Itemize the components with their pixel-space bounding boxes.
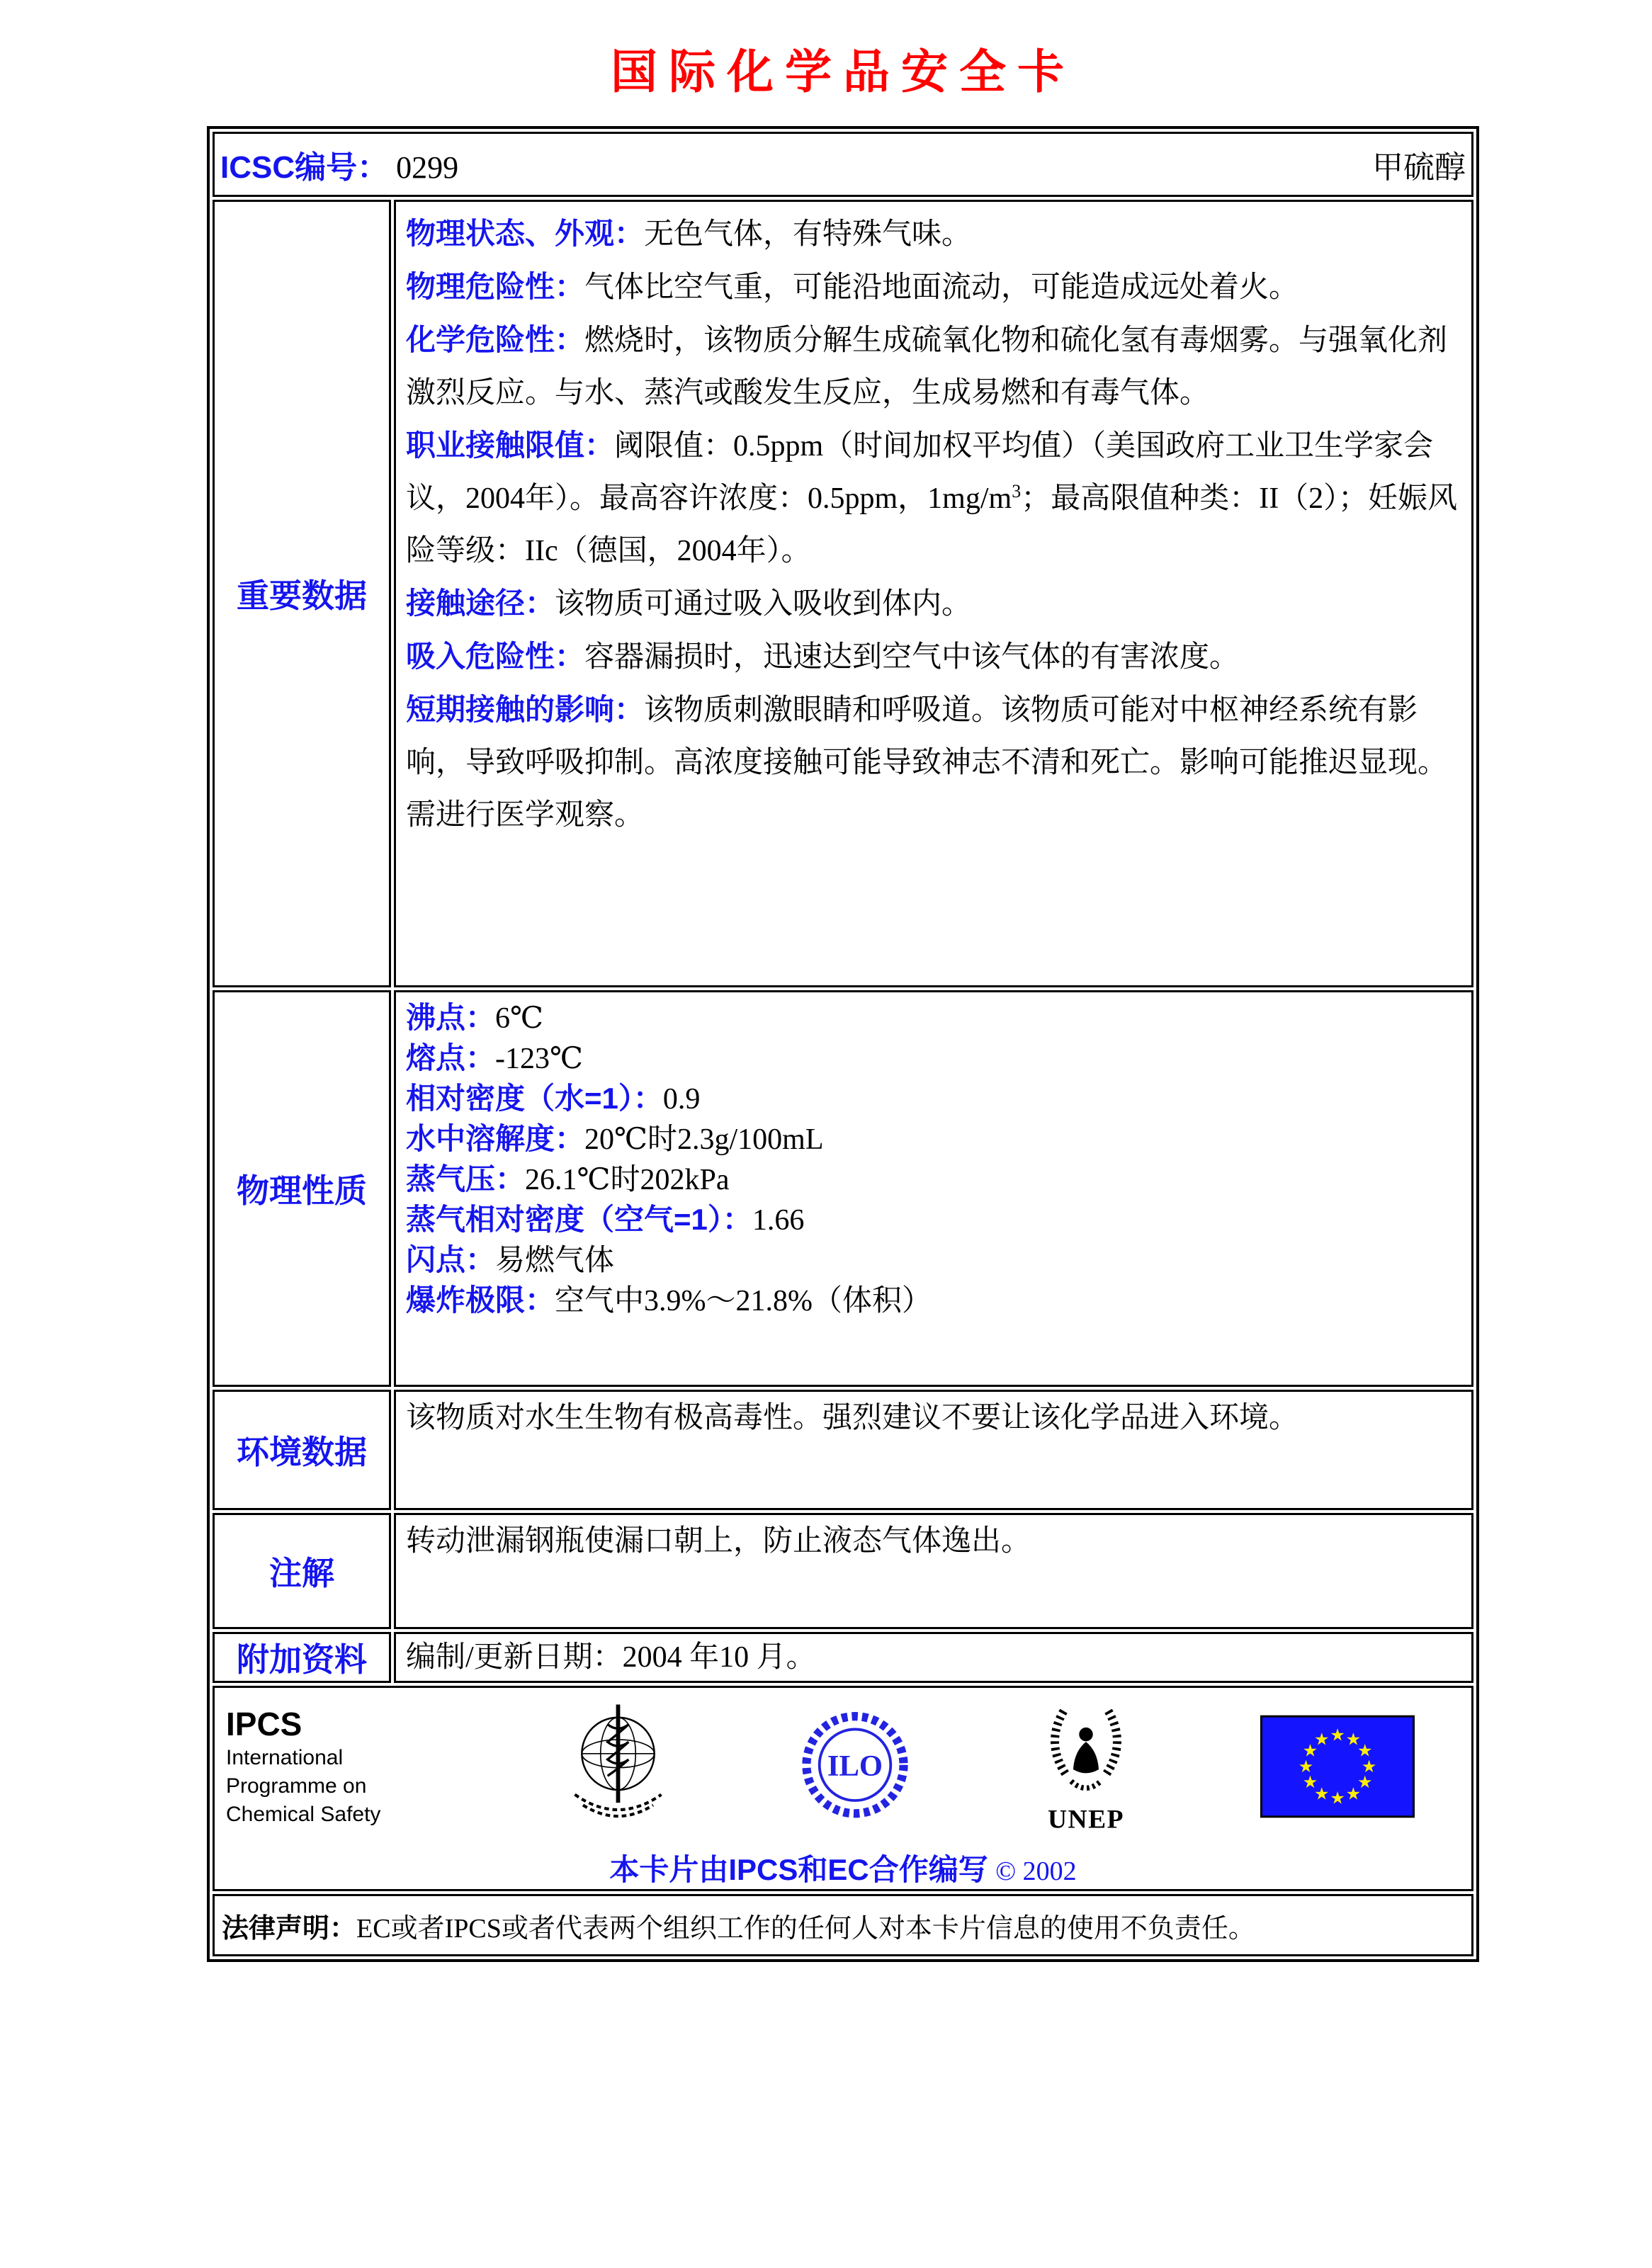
field-label: 短期接触的影响： (406, 693, 645, 726)
additional-text: 编制/更新日期：2004 年10 月。 (406, 1641, 816, 1674)
physical-item (406, 1038, 1461, 1079)
unep-logo-icon (1033, 1692, 1139, 1841)
field-label: 熔点： (406, 1041, 496, 1075)
legal-cell (213, 1894, 1473, 1956)
svg-text:★: ★ (1330, 1789, 1345, 1808)
ilo-logo-icon (798, 1696, 912, 1837)
notes-row (213, 1513, 1473, 1629)
chemical-name: 甲硫醇 (1372, 150, 1466, 185)
field-text: 该物质刺激眼睛和呼吸道。该物质可能对中枢神经系统有影响，导致呼吸抑制。高浓度接触可能导致神志不清和死亡。影响可能推迟显现。需进行医学观察。 (406, 694, 1448, 832)
field-label: 沸点： (406, 1001, 496, 1034)
field-label: 爆炸极限： (406, 1283, 555, 1317)
who-logo-icon (560, 1696, 677, 1837)
important-data-row (213, 200, 1473, 987)
section-label-additional: 附加资料 (213, 1632, 391, 1683)
field-text: ；最高限值种类：II（2）；妊娠风险等级：IIc（德国，2004年）。 (406, 482, 1458, 567)
field-value: 0.9 (662, 1083, 701, 1116)
field-text: 该物质可通过吸入吸收到体内。 (555, 588, 972, 620)
svg-text:★: ★ (1298, 1757, 1314, 1776)
legal-label: 法律声明： (222, 1913, 357, 1944)
field-label: 相对密度（水=1）： (406, 1082, 663, 1115)
field-text: 容器漏损时，迅速达到空气中该气体的有害浓度。 (584, 641, 1240, 674)
field-value: -123℃ (495, 1043, 583, 1075)
legal-row (213, 1894, 1473, 1956)
environment-data-row (213, 1390, 1473, 1510)
important-item (406, 630, 1461, 684)
field-label: 闪点： (406, 1243, 496, 1276)
important-item (406, 684, 1461, 841)
ilo-logo-text: ILO (827, 1749, 883, 1783)
field-label: 物理危险性： (406, 270, 585, 303)
physical-item (406, 1281, 1461, 1321)
credit-line (215, 1847, 1471, 1889)
important-item (406, 419, 1461, 577)
svg-text:★: ★ (1345, 1785, 1361, 1804)
field-text: 阈限值：0.5ppm（时间加权平均值）（美国政府工业卫生学家会议，2004年）。最高容许浓度：0.5ppm，1mg/m (406, 430, 1434, 515)
svg-text:★: ★ (1330, 1726, 1345, 1745)
field-text: 气体比空气重，可能沿地面流动，可能造成远处着火。 (584, 271, 1299, 304)
important-item (406, 261, 1461, 314)
svg-text:★: ★ (1302, 1774, 1318, 1793)
section-label-physical: 物理性质 (213, 990, 391, 1387)
physical-item (406, 1119, 1461, 1159)
physical-properties-content (394, 990, 1473, 1387)
section-label-important: 重要数据 (213, 200, 391, 987)
field-label: 接触途径： (406, 586, 555, 620)
ipcs-title: IPCS (226, 1706, 302, 1742)
svg-text:★: ★ (1302, 1742, 1318, 1761)
superscript: 3 (1012, 481, 1022, 501)
svg-text:★: ★ (1314, 1730, 1330, 1750)
svg-text:★: ★ (1345, 1730, 1361, 1750)
header-cell (213, 132, 1473, 197)
physical-item (406, 998, 1461, 1038)
field-label: 职业接触限值： (406, 429, 615, 462)
physical-item (406, 1240, 1461, 1281)
additional-info-content (394, 1632, 1473, 1683)
physical-item (406, 1159, 1461, 1200)
svg-text:★: ★ (1361, 1757, 1377, 1776)
field-value: 26.1℃时202kPa (525, 1164, 730, 1196)
ipcs-line: International (226, 1746, 344, 1769)
logos-row (213, 1686, 1473, 1891)
logos-cell (213, 1686, 1473, 1891)
additional-info-row (213, 1632, 1473, 1683)
physical-item (406, 1200, 1461, 1240)
notes-content (394, 1513, 1473, 1629)
field-label: 蒸气压： (406, 1162, 526, 1196)
page-title: 国际化学品安全卡 (611, 47, 1075, 98)
safety-card-table (207, 126, 1479, 1962)
section-label-notes: 注解 (213, 1513, 391, 1629)
field-value: 6℃ (495, 1002, 543, 1035)
physical-item (406, 1079, 1461, 1119)
unep-logo-text: UNEP (1047, 1805, 1124, 1835)
field-value: 20℃时2.3g/100mL (584, 1123, 824, 1156)
field-label: 蒸气相对密度（空气=1）： (406, 1203, 752, 1236)
field-text: 无色气体，有特殊气味。 (644, 218, 972, 251)
legal-text: EC或者IPCS或者代表两个组织工作的任何人对本卡片信息的使用不负责任。 (356, 1913, 1255, 1944)
important-data-content (394, 200, 1473, 987)
important-item (406, 314, 1461, 419)
field-label: 化学危险性： (406, 323, 585, 356)
field-label: 水中溶解度： (406, 1122, 585, 1155)
environment-data-content (394, 1390, 1473, 1510)
copyright-text: © 2002 (995, 1856, 1077, 1886)
section-label-environment: 环境数据 (213, 1390, 391, 1510)
header-row (213, 132, 1473, 197)
field-label: 吸入危险性： (406, 640, 585, 673)
environment-text: 该物质对水生生物有极高毒性。强烈建议不要让该化学品进入环境。 (406, 1402, 1299, 1434)
field-label: 物理状态、外观： (406, 217, 645, 250)
icsc-number-group (220, 142, 458, 187)
field-value: 易燃气体 (495, 1244, 615, 1277)
important-item (406, 208, 1461, 261)
icsc-number-label: ICSC编号： (220, 150, 389, 185)
credit-text: 本卡片由IPCS和EC合作编写 (609, 1853, 988, 1886)
field-value: 1.66 (752, 1204, 805, 1237)
ipcs-line: Programme on (226, 1774, 367, 1798)
physical-properties-row (213, 990, 1473, 1387)
svg-text:★: ★ (1357, 1742, 1373, 1761)
field-value: 空气中3.9%～21.8%（体积） (555, 1285, 932, 1317)
eu-flag-icon (1260, 1715, 1415, 1818)
icsc-number-value: 0299 (396, 150, 459, 185)
field-text: 燃烧时，该物质分解生成硫氧化物和硫化氢有毒烟雾。与强氧化剂激烈反应。与水、蒸汽或酸发生反应，生成易燃和有毒气体。 (406, 324, 1448, 409)
svg-text:★: ★ (1357, 1774, 1373, 1793)
notes-text: 转动泄漏钢瓶使漏口朝上，防止液态气体逸出。 (406, 1525, 1031, 1558)
ipcs-line: Chemical Safety (226, 1803, 381, 1826)
ipcs-text-block (226, 1704, 439, 1829)
svg-text:★: ★ (1314, 1785, 1330, 1804)
important-item (406, 577, 1461, 630)
